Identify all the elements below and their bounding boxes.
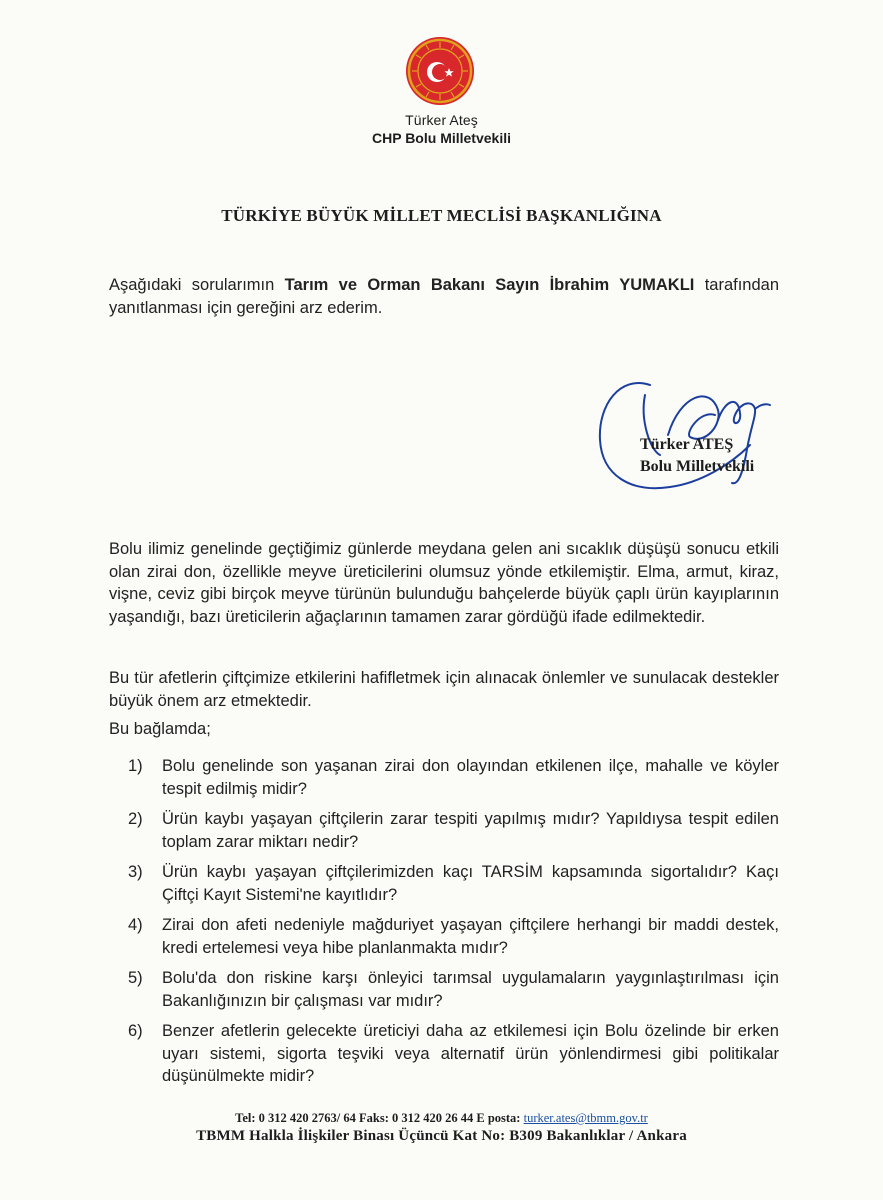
question-number: 4) [128,916,143,934]
sender-name: Türker Ateş [405,112,478,128]
intro-text-before: Aşağıdaki sorularımın [109,276,285,294]
tbmm-seal-logo [405,36,475,106]
question-number: 6) [128,1022,143,1040]
question-text: Ürün kaybı yaşayan çiftçilerimizden kaçı TARSİM kapsamında sigortalıdır? Kaçı Çiftçi Kayıt Sistemi'ne kayıtlıdır? [162,863,779,904]
signature-name: Türker ATEŞ [640,436,734,453]
footer-contact [0,1111,883,1126]
minister-name: Tarım ve Orman Bakanı Sayın İbrahim YUMAKLI [284,276,695,294]
handwritten-signature [590,365,790,505]
question-text: Benzer afetlerin gelecekte üreticiyi daha az etkilemesi için Bolu özelinde bir erken uyarı sistemi, sigorta teşviki veya alternatif ürün yönlendirmesi gibi politikalar düşünülmekte midir? [162,1022,779,1085]
question-item [128,967,779,1012]
question-text: Zirai don afeti nedeniyle mağduriyet yaşayan çiftçilere herhangi bir maddi destek, kredi ertelemesi veya hibe planlanmakta mıdır? [162,916,779,957]
question-number: 2) [128,810,143,828]
question-item [128,1020,779,1088]
footer-address: TBMM Halkla İlişkiler Binası Üçüncü Kat No: B309 Bakanlıklar / Ankara [196,1128,687,1144]
question-number: 3) [128,863,143,881]
questions-lead: Bu bağlamda; [109,720,211,738]
footer-phone-fax: Tel: 0 312 420 2763/ 64 Faks: 0 312 420 26 44 E posta: [235,1111,524,1125]
question-item [128,914,779,959]
intro-text-after: tarafından yanıtlanması için gereğini arz ederim. [109,276,779,317]
question-list [128,755,779,1096]
footer-email-link[interactable]: turker.ates@tbmm.gov.tr [523,1111,648,1125]
question-item [128,861,779,906]
question-number: 1) [128,757,143,775]
sender-title: CHP Bolu Milletvekili [372,130,511,146]
question-text: Bolu'da don riskine karşı önleyici tarımsal uygulamaların yaygınlaştırılması için Bakanlığınızın bir çalışması var mıdır? [162,969,779,1010]
question-text: Ürün kaybı yaşayan çiftçilerin zarar tespiti yapılmış mıdır? Yapıldıysa tespit edilen toplam zarar miktarı nedir? [162,810,779,851]
intro-paragraph [109,274,779,319]
question-text: Bolu genelinde son yaşanan zirai don olayından etkilenen ilçe, mahalle ve köyler tespit edilmiş midir? [162,757,779,798]
body-paragraph: Bu tür afetlerin çiftçimize etkilerini hafifletmek için alınacak önlemler ve sunulacak destekler büyük önem arz etmektedir. [109,669,779,710]
question-item [128,808,779,853]
body-paragraph: Bolu ilimiz genelinde geçtiğimiz günlerde meydana gelen ani sıcaklık düşüşü sonucu etkili olan zirai don, özellikle meyve üreticilerini olumsuz yönde etkilemiştir. Elma, armut, kiraz, vişne, ceviz gibi birçok meyve türünün bulunduğu bahçelerde büyük çaplı ürün kayıplarının yaşandığı, bazı üreticilerin ağaçlarının tamamen zarar gördüğü ifade edilmektedir. [109,540,779,626]
question-number: 5) [128,969,143,987]
addressee-heading: TÜRKİYE BÜYÜK MİLLET MECLİSİ BAŞKANLIĞINA [221,206,662,225]
question-item [128,755,779,800]
signature-title: Bolu Milletvekili [640,458,755,475]
